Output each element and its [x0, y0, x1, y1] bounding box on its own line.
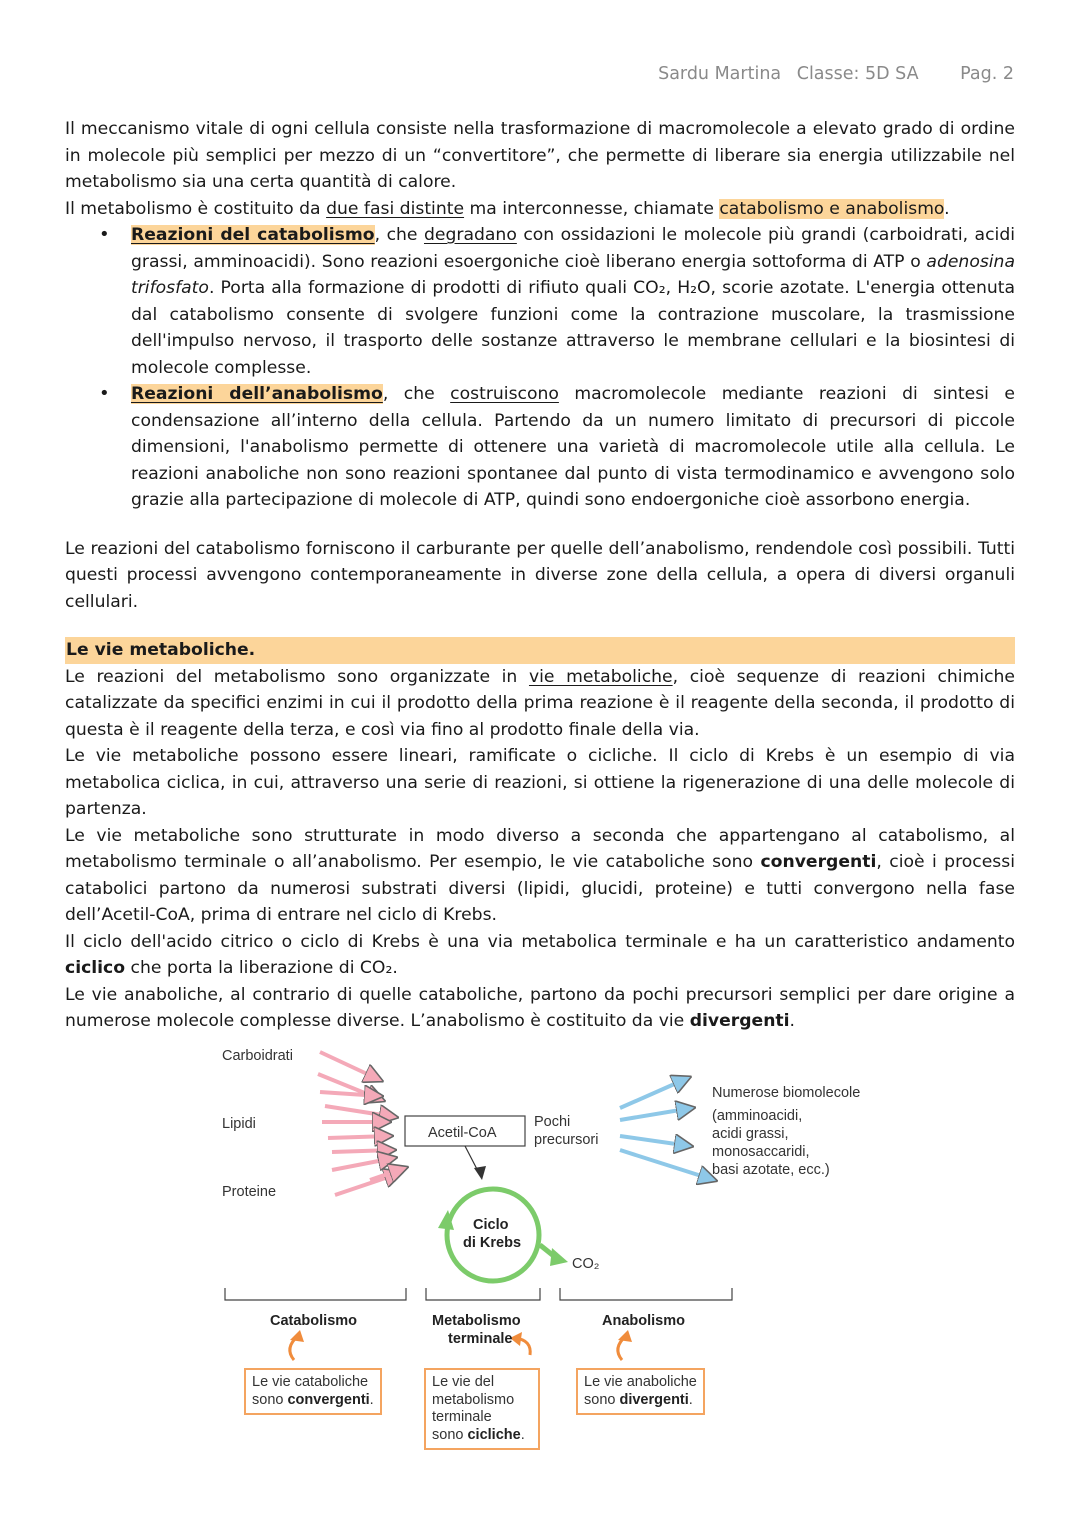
phase-brackets	[225, 1288, 732, 1300]
section-title: Le vie metaboliche.	[65, 637, 1015, 664]
label-acetil-coa: Acetil-CoA	[428, 1125, 497, 1141]
label-numerose: Numerose biomolecole	[712, 1085, 861, 1101]
label-monosaccaridi: monosaccaridi,	[712, 1144, 810, 1160]
list-item-catabolism: • Reazioni del catabolismo, che degradano con ossidazioni le molecole più grandi (carboidrati, acidi grassi, amminoacidi). Sono reazioni esoergoniche cioè liberano energia sottoforma di ATP o adenosina trifosfato. Porta alla formazione di prodotti di rifiuto quali CO₂, H₂O, scorie azotate. L'energia ottenuta dal catabolismo consente di svolgere funzioni come la contrazione muscolare, la trasmissione dell'impulso nervoso, il trasporto delle sostanze attraverso le membrane cellulari e la biosintesi di molecole complesse.	[131, 222, 1015, 381]
page-number: Pag. 2	[960, 64, 1014, 84]
intro-paragraph-2: Il metabolismo è costituito da due fasi distinte ma interconnesse, chiamate catabolismo e anabolismo.	[65, 198, 950, 219]
label-amminoacidi: (amminoacidi,	[712, 1108, 803, 1124]
intro-paragraph: Il meccanismo vitale di ogni cellula consiste nella trasformazione di macromolecole a elevato grado di ordine in molecole più semplici per mezzo di un “convertitore”, che permette di liberare sia energia utilizzabile nel metabolismo sia una certa quantità di calore.	[65, 119, 1015, 192]
label-di-krebs: di Krebs	[463, 1235, 522, 1251]
anabolic-paragraph: Le vie anaboliche, al contrario di quelle cataboliche, partono da pochi precursori semplici per dare origine a numerose molecole complesse diverse. L’anabolismo è costituito da vie divergenti.	[65, 984, 1015, 1031]
page-header	[648, 64, 1014, 84]
reactions-list	[65, 222, 1015, 514]
label-basi-azotate: basi azotate, ecc.)	[712, 1162, 830, 1178]
catabolic-arrows	[318, 1052, 405, 1195]
metabolism-diagram	[210, 1040, 910, 1460]
terminal-note-box: Le vie del metabolismo terminale sono cicliche.	[424, 1368, 540, 1450]
label-proteine: Proteine	[222, 1184, 277, 1200]
label-anabolismo: Anabolismo	[602, 1313, 685, 1329]
pathway-types-paragraph: Le vie metaboliche possono essere lineari, ramificate o cicliche. Il ciclo di Krebs è un esempio di via metabolica ciclica, in cui, attraverso una serie di reazioni, si ottiene la rigenerazione di una delle molecole di partenza.	[65, 746, 1015, 819]
label-co2: CO₂	[572, 1256, 600, 1272]
label-terminale: terminale	[448, 1331, 513, 1347]
author-name: Sardu Martina	[658, 64, 782, 84]
label-carboidrati: Carboidrati	[222, 1048, 293, 1064]
catabolic-note-box: Le vie cataboliche sono convergenti.	[244, 1368, 382, 1415]
convergent-paragraph: Le vie metaboliche sono strutturate in modo diverso a seconda che appartengano al catabolismo, al metabolismo terminale o all’anabolismo. Per esempio, le vie cataboliche sono convergenti, cioè i processi catabolici partono da numerosi substrati diversi (lipidi, glucidi, proteine) e tutti convergono nella fase dell’Acetil-CoA, prima di entrare nel ciclo di Krebs.	[65, 825, 1015, 925]
label-metabolismo: Metabolismo	[432, 1313, 521, 1329]
metabolic-pathways-paragraph: Le reazioni del metabolismo sono organizzate in vie metaboliche, cioè sequenze di reazioni chimiche catalizzate da specifici enzimi in cui il prodotto della prima reazione è il reagente della seconda, il prodotto di questa è il reagente della terza, e così via fino al prodotto finale della via.	[65, 666, 1016, 740]
anabolic-note-box: Le vie anaboliche sono divergenti.	[576, 1368, 705, 1415]
label-pochi: Pochi	[534, 1114, 571, 1130]
list-item-anabolism: • Reazioni dell’anabolismo, che costruiscono macromolecole mediante reazioni di sintesi e condensazione all’interno della cellula. Partendo da un numero limitato di precursori di piccole dimensioni, l'anabolismo permette di ottenere una varietà di macromolecole utile alla cellula. Le reazioni anaboliche non sono reazioni spontanee dal punto di vista termodinamico e avvengono solo grazie alla partecipazione di molecole di ATP, quindi sono endoergoniche cioè assorbono energia.	[131, 381, 1015, 514]
krebs-paragraph: Il ciclo dell'acido citrico o ciclo di Krebs è una via metabolica terminale e ha un caratteristico andamento ciclico che porta la liberazione di CO₂.	[65, 931, 1015, 978]
label-ciclo: Ciclo	[473, 1217, 509, 1233]
document-body	[65, 116, 1015, 1035]
anabolic-arrows	[620, 1078, 714, 1180]
class-label: Classe: 5D SA	[796, 64, 919, 84]
fuel-paragraph: Le reazioni del catabolismo forniscono il carburante per quelle dell’anabolismo, rendendole così possibili. Tutti questi processi avvengono contemporaneamente in diverse zone della cellula, a opera di diversi organuli cellulari.	[65, 538, 1015, 612]
label-acidi-grassi: acidi grassi,	[712, 1126, 789, 1142]
label-lipidi: Lipidi	[222, 1116, 256, 1132]
label-catabolismo: Catabolismo	[270, 1313, 358, 1329]
label-precursori: precursori	[534, 1132, 599, 1148]
